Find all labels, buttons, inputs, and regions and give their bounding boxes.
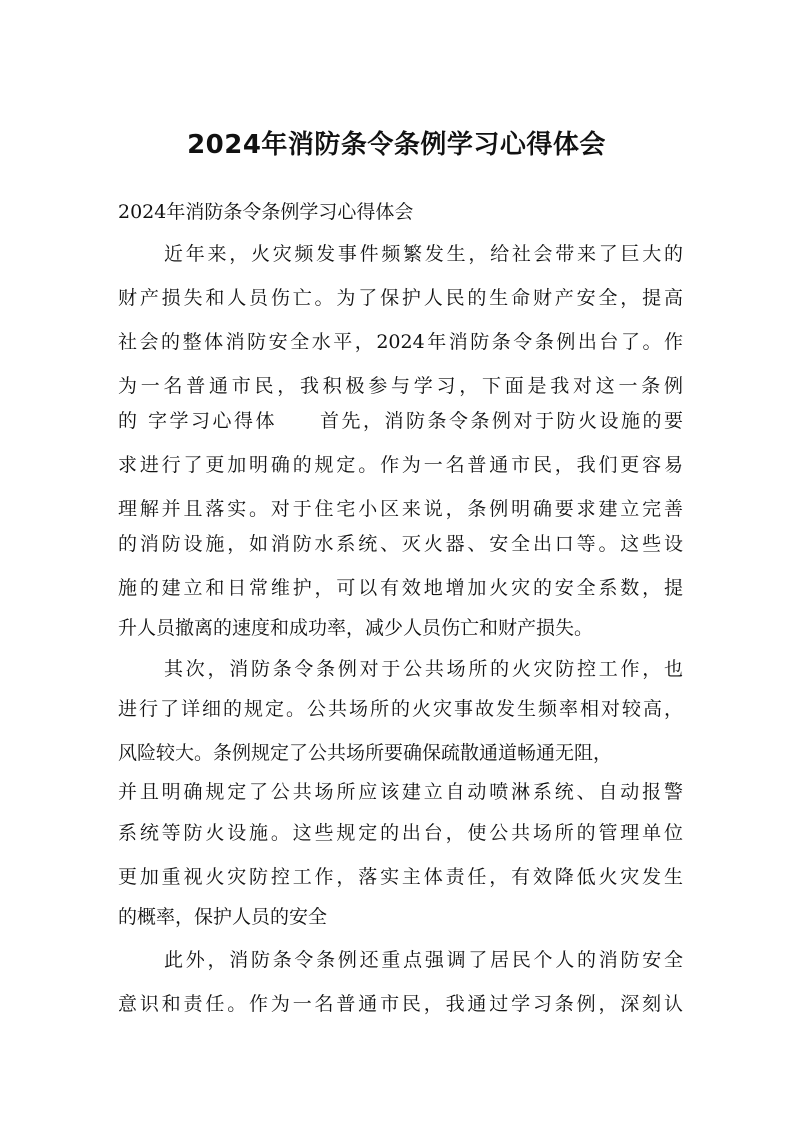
body-line: 升人员撤离的速度和成功率，减少人员伤亡和财产损失。 (118, 617, 594, 639)
body-line: 并且明确规定了公共场所应该建立自动喷淋系统、自动报警 (118, 781, 683, 803)
body-line: 社会的整体消防安全水平，2024年消防条令条例出台了。作 (118, 331, 683, 353)
body-line: 为一名普通市民，我积极参与学习，下面是我对这一条例 (118, 375, 683, 397)
body-line: 进行了详细的规定。公共场所的火灾事故发生频率相对较高， (118, 698, 683, 720)
body-line: 近年来，火灾频发事件频繁发生，给社会带来了巨大的 (164, 243, 683, 265)
body-line: 施的建立和日常维护，可以有效地增加火灾的安全系数，提 (118, 577, 683, 599)
body-line: 财产损失和人员伤亡。为了保护人民的生命财产安全，提高 (118, 287, 683, 309)
body-line: 风险较大。条例规定了公共场所要确保疏散通道畅通无阻， (118, 742, 613, 764)
body-line: 求进行了更加明确的规定。作为一名普通市民，我们更容易 (118, 454, 683, 476)
page-title: 2024年消防条令条例学习心得体会 (187, 130, 606, 160)
body-line: 意识和责任。作为一名普通市民，我通过学习条例，深刻认 (118, 993, 683, 1015)
body-line: 其次，消防条令条例对于公共场所的火灾防控工作，也 (164, 658, 683, 680)
body-line: 的概率，保护人员的安全 (118, 906, 328, 928)
body-line: 的消防设施，如消防水系统、灭火器、安全出口等。这些设 (118, 533, 683, 555)
document-subtitle: 2024年消防条令条例学习心得体会 (118, 201, 414, 223)
body-line: 系统等防火设施。这些规定的出台，使公共场所的管理单位 (118, 822, 683, 844)
body-line: 此外，消防条令条例还重点强调了居民个人的消防安全 (164, 949, 683, 971)
body-line: 更加重视火灾防控工作，落实主体责任，有效降低火灾发生 (118, 866, 683, 888)
body-line: 理解并且落实。对于住宅小区来说，条例明确要求建立完善 (118, 498, 683, 520)
body-line: 的 字学习心得体 首先，消防条令条例对于防火设施的要 (118, 410, 683, 432)
